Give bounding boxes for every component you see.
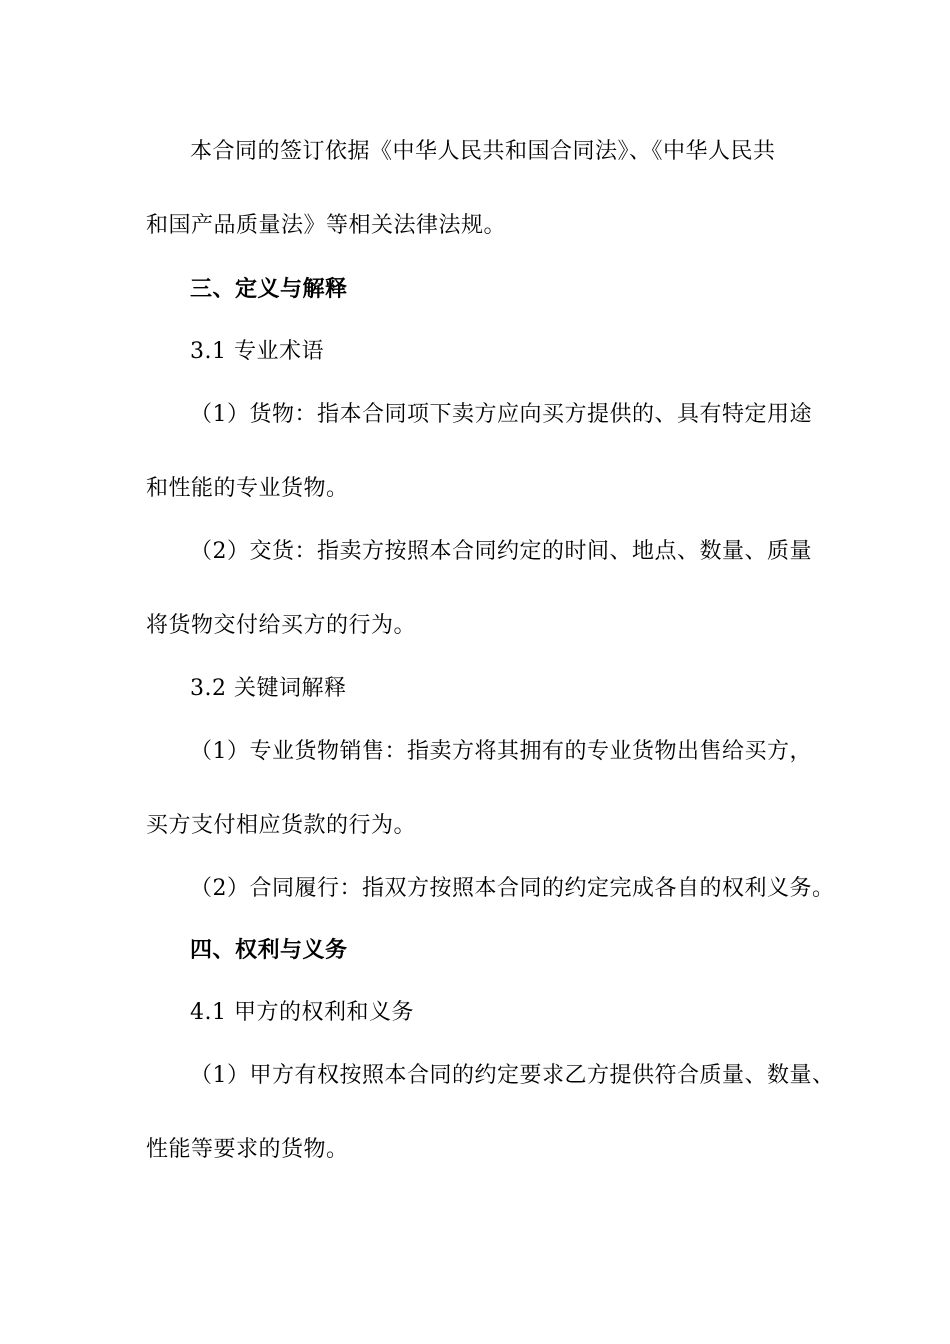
paragraph-line: （1）专业货物销售：指卖方将其拥有的专业货物出售给买方， (190, 739, 812, 764)
subsection-heading: 3.2 关键词解释 (190, 676, 347, 701)
paragraph-line: （1）货物：指本合同项下卖方应向买方提供的、具有特定用途 (190, 402, 812, 427)
paragraph-line: （2）交货：指卖方按照本合同约定的时间、地点、数量、质量 (190, 539, 812, 564)
paragraph-line: （1）甲方有权按照本合同的约定要求乙方提供符合质量、数量、 (190, 1063, 835, 1088)
subsection-heading: 3.1 专业术语 (190, 339, 324, 364)
paragraph-line: （2）合同履行：指双方按照本合同的约定完成各自的权利义务。 (190, 876, 835, 901)
paragraph-line: 买方支付相应货款的行为。 (146, 813, 417, 838)
paragraph-line: 本合同的签订依据《中华人民共和国合同法》、《中华人民共 (190, 139, 776, 164)
paragraph-line: 和国产品质量法》等相关法律法规。 (146, 213, 507, 238)
section-heading: 四、权利与义务 (190, 937, 348, 963)
paragraph-line: 性能等要求的货物。 (146, 1137, 349, 1162)
section-heading: 三、定义与解释 (190, 276, 348, 302)
subsection-heading: 4.1 甲方的权利和义务 (190, 1000, 414, 1025)
paragraph-line: 将货物交付给买方的行为。 (146, 613, 417, 638)
paragraph-line: 和性能的专业货物。 (146, 476, 349, 501)
